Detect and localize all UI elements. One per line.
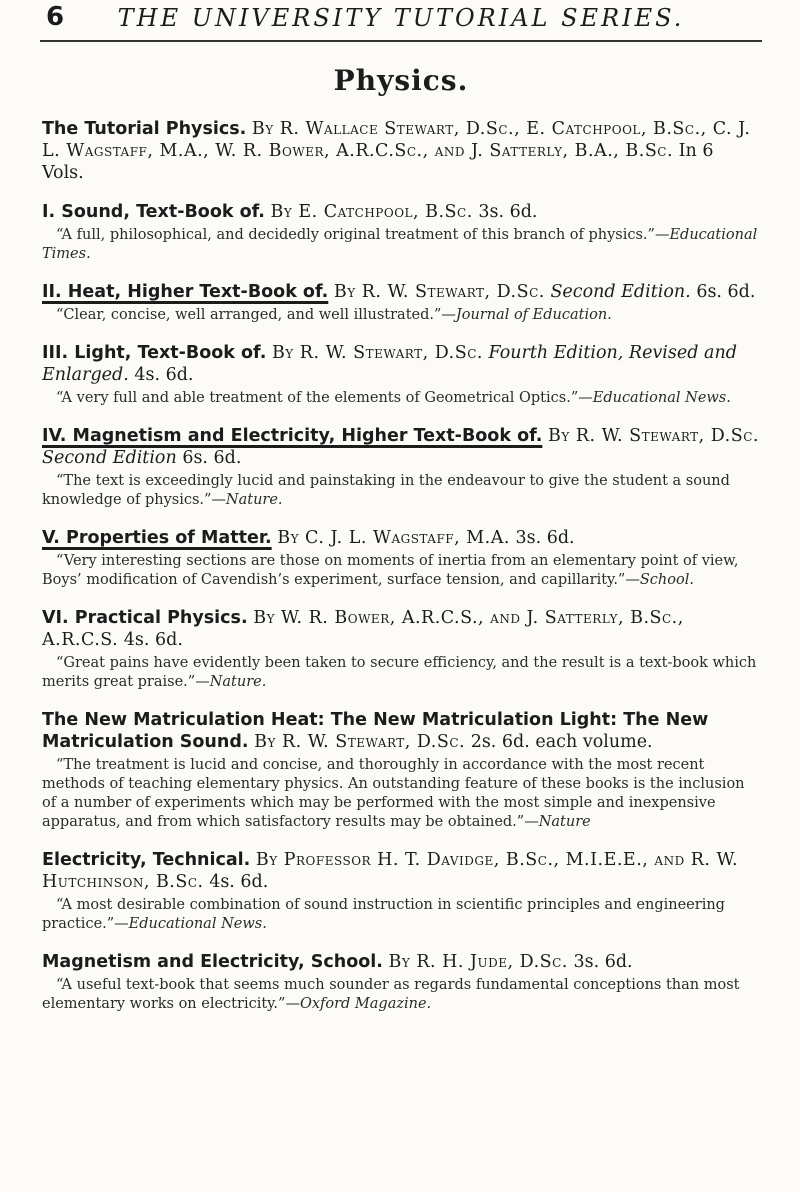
book-title: Magnetism and Electricity, School. bbox=[42, 952, 383, 972]
book-title: III. Light, Text-Book of. bbox=[42, 343, 267, 363]
book-price: 4s. 6d. bbox=[123, 630, 183, 650]
book-entry bbox=[42, 849, 760, 934]
review-source: Oxford Magazine. bbox=[299, 996, 432, 1012]
book-entry bbox=[42, 951, 760, 1014]
book-title: IV. Magnetism and Electricity, Higher Text-Book of. bbox=[42, 426, 543, 446]
intro-volumes: In 6 Vols. bbox=[42, 141, 714, 183]
book-title: I. Sound, Text-Book of. bbox=[42, 202, 265, 222]
book-price: 4s. 6d. bbox=[209, 872, 269, 892]
review-source: Nature bbox=[538, 814, 591, 830]
book-price: 4s. 6d. bbox=[134, 365, 194, 385]
book-entry bbox=[42, 709, 760, 832]
review-quote: “The treatment is lucid and concise, and thoroughly in accordance with the most recent methods of teaching elementary physics. An outstanding feature of these books is the inclusion of a number of experiments which may be performed with the most simple and inexpensive apparatus, and from which satisfactory results may be obtained.”—Nature bbox=[42, 757, 745, 830]
book-entry bbox=[42, 201, 760, 264]
section-heading: Physics. bbox=[333, 64, 469, 97]
intro-title: The Tutorial Physics. bbox=[42, 119, 247, 139]
entry-heading bbox=[42, 342, 760, 386]
entry-heading bbox=[42, 201, 760, 223]
book-title: V. Properties of Matter. bbox=[42, 528, 272, 548]
entry-heading bbox=[42, 425, 760, 469]
review-text: “A useful text-book that seems much sounder as regards fundamental conceptions than most elementary works on electricity.” bbox=[42, 977, 740, 1012]
book-title: Electricity, Technical. bbox=[42, 850, 251, 870]
review-source: Nature. bbox=[225, 492, 283, 508]
book-edition: Fourth Edition, Revised and Enlarged. bbox=[42, 343, 737, 385]
review-quote: “Very interesting sections are those on moments of inertia from an elementary point of view, Boys’ modification of Cavendish’s experiment, surface tension, and capillarity.”—School. bbox=[42, 553, 739, 588]
book-byline: By R. W. Stewart, D.Sc. bbox=[333, 282, 545, 302]
review-source: Educational News. bbox=[592, 390, 731, 406]
book-entry bbox=[42, 342, 760, 408]
entry-heading bbox=[42, 709, 760, 753]
book-edition: Second Edition. bbox=[550, 282, 691, 302]
entry-heading bbox=[42, 281, 760, 303]
book-byline: By W. R. Bower, A.R.C.S., and J. Satterly, B.Sc., A.R.C.S. bbox=[42, 608, 684, 650]
book-price: 3s. 6d. bbox=[515, 528, 575, 548]
running-head bbox=[40, 0, 762, 42]
review-source: School. bbox=[639, 572, 694, 588]
review-source: Nature. bbox=[209, 674, 267, 690]
review-quote: “Clear, concise, well arranged, and well illustrated.”—Journal of Education. bbox=[56, 307, 612, 323]
book-title: II. Heat, Higher Text-Book of. bbox=[42, 282, 329, 302]
book-price: 2s. 6d. each volume. bbox=[470, 732, 653, 752]
review-text: “A very full and able treatment of the elements of Geometrical Optics.” bbox=[56, 390, 579, 406]
review-quote: “Great pains have evidently been taken to secure efficiency, and the result is a text-book which merits great praise.”—Nature. bbox=[42, 655, 757, 690]
book-byline: By R. H. Jude, D.Sc. bbox=[388, 952, 568, 972]
book-price: 3s. 6d. bbox=[478, 202, 538, 222]
book-byline: By R. W. Stewart, D.Sc. bbox=[254, 732, 466, 752]
book-byline: By R. W. Stewart, D.Sc. bbox=[271, 343, 483, 363]
entry-heading bbox=[42, 607, 760, 651]
book-title: The New Matriculation Heat: The New Matriculation Light: The New Matriculation Sound. bbox=[42, 710, 709, 752]
book-byline: By Professor H. T. Davidge, B.Sc., M.I.E.E., and R. W. Hutchinson, B.Sc. bbox=[42, 850, 739, 892]
entry-heading bbox=[42, 951, 760, 973]
book-price: 6s. 6d. bbox=[182, 448, 242, 468]
book-price: 3s. 6d. bbox=[573, 952, 633, 972]
review-source: Educational News. bbox=[128, 916, 267, 932]
review-quote: “A most desirable combination of sound instruction in scientific principles and engineering practice.”—Educational News. bbox=[42, 897, 725, 932]
book-byline: By C. J. L. Wagstaff, M.A. bbox=[277, 528, 510, 548]
book-entry bbox=[42, 527, 760, 590]
review-text: “A full, philosophical, and decidedly original treatment of this branch of physics.” bbox=[56, 227, 655, 243]
review-text: “The treatment is lucid and concise, and thoroughly in accordance with the most recent methods of teaching elementary physics. An outstanding feature of these books is the inclusion of a number of experiments which may be performed with the most simple and inexpensive apparatus, and from which satisfactory results may be obtained.” bbox=[42, 757, 745, 830]
review-text: “A most desirable combination of sound instruction in scientific principles and engineering practice.” bbox=[42, 897, 725, 932]
book-entry bbox=[42, 425, 760, 510]
entry-heading bbox=[42, 849, 760, 893]
review-text: “The text is exceedingly lucid and painstaking in the endeavour to give the student a sound knowledge of physics.” bbox=[42, 473, 730, 508]
review-quote: “A full, philosophical, and decidedly original treatment of this branch of physics.”—Educational Times. bbox=[42, 227, 758, 262]
book-entry bbox=[42, 281, 760, 325]
review-text: “Very interesting sections are those on moments of inertia from an elementary point of view, Boys’ modification of Cavendish’s experiment, surface tension, and capillarity.” bbox=[42, 553, 739, 588]
entry-list bbox=[42, 201, 760, 1014]
review-source: Journal of Education. bbox=[455, 307, 612, 323]
book-entry bbox=[42, 607, 760, 692]
page-number: 6 bbox=[46, 2, 65, 32]
review-text: “Great pains have evidently been taken to secure efficiency, and the result is a text-book which merits great praise.” bbox=[42, 655, 757, 690]
intro-authors: By R. Wallace Stewart, D.Sc., E. Catchpool, B.Sc., C. J. L. Wagstaff, M.A., W. R. Bower, A.R.C.Sc., and J. Satterly, B.A., B.Sc. bbox=[42, 119, 751, 161]
book-byline: By R. W. Stewart, D.Sc. bbox=[547, 426, 759, 446]
review-text: “Clear, concise, well arranged, and well illustrated.” bbox=[56, 307, 442, 323]
book-edition: Second Edition bbox=[42, 448, 177, 468]
book-price: 6s. 6d. bbox=[696, 282, 756, 302]
review-quote: “A very full and able treatment of the elements of Geometrical Optics.”—Educational News. bbox=[56, 390, 731, 406]
review-quote: “The text is exceedingly lucid and painstaking in the endeavour to give the student a sound knowledge of physics.”—Nature. bbox=[42, 473, 730, 508]
review-quote: “A useful text-book that seems much sounder as regards fundamental conceptions than most elementary works on electricity.”—Oxford Magazine. bbox=[42, 977, 740, 1012]
book-title: VI. Practical Physics. bbox=[42, 608, 248, 628]
review-source: Educational Times. bbox=[42, 227, 758, 262]
intro-paragraph bbox=[42, 118, 760, 184]
series-title: THE UNIVERSITY TUTORIAL SERIES. bbox=[117, 4, 685, 32]
book-byline: By E. Catchpool, B.Sc. bbox=[270, 202, 473, 222]
entry-heading bbox=[42, 527, 760, 549]
